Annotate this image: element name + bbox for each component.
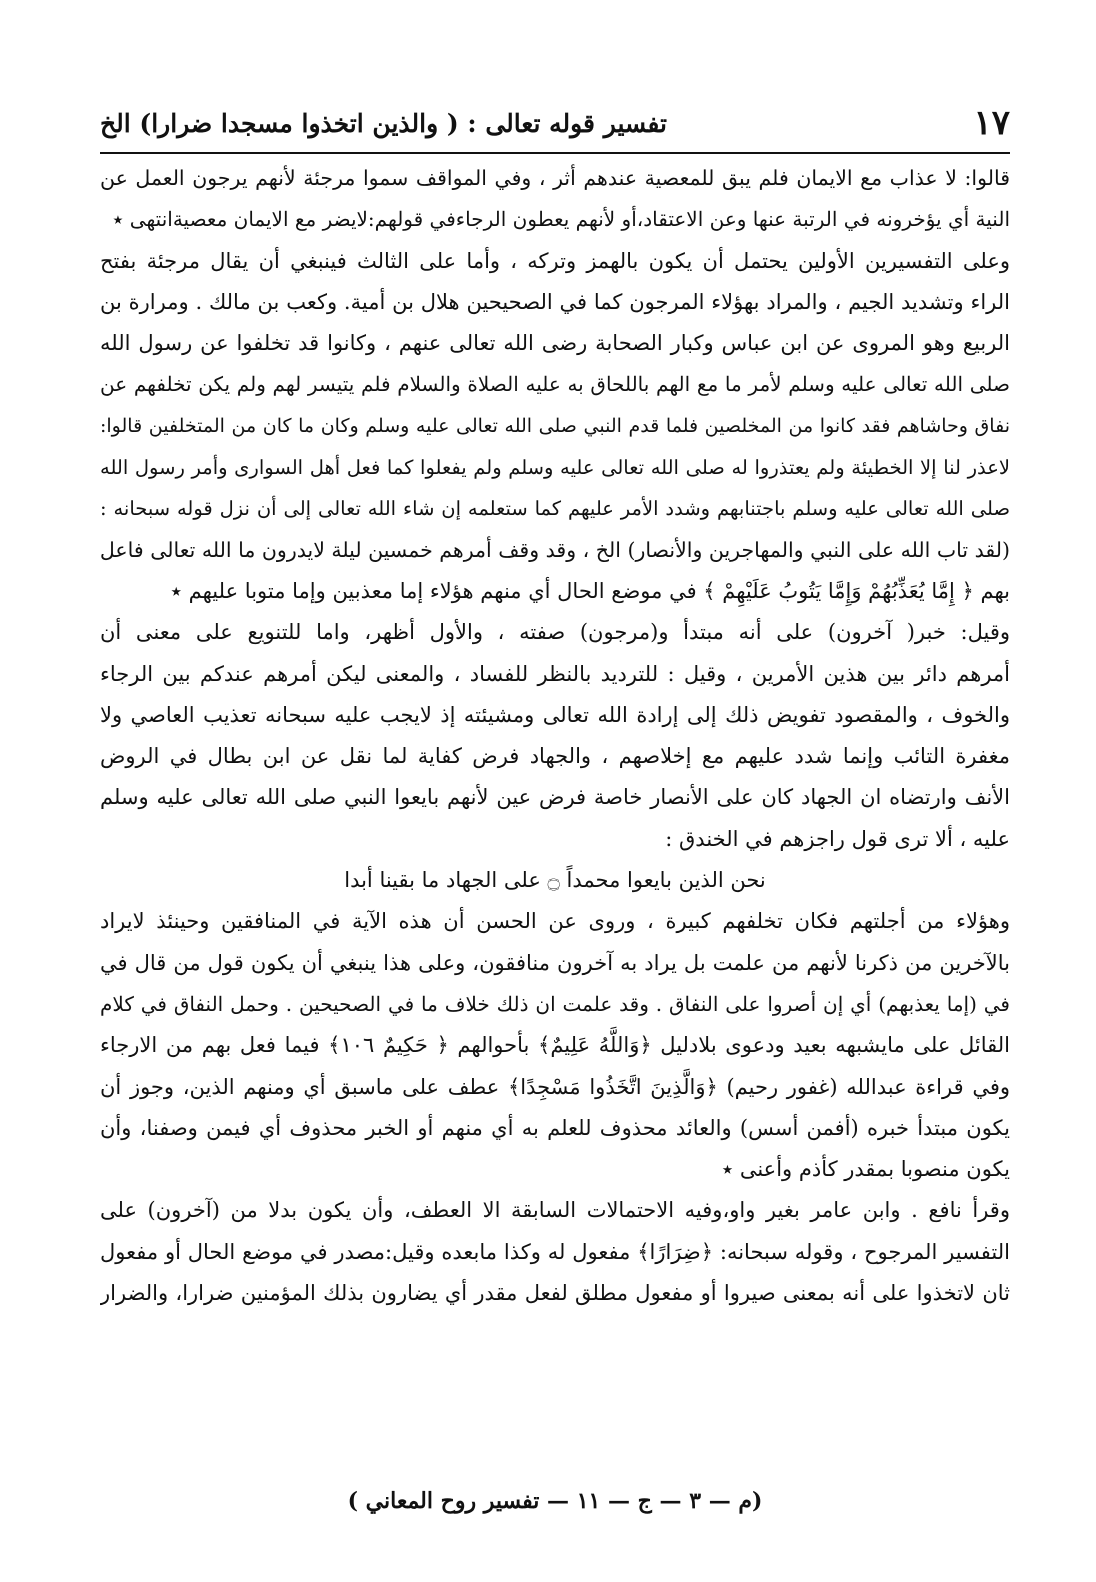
footer-signature: (م — ٣ — ج — ١١ — تفسير روح المعاني ) [347,1488,763,1514]
text-line: ثان لاتخذوا على أنه بمعنى صيروا أو مفعول مطلق لفعل مقدر أي يضارون بذلك المؤمنين ضرارا، والضرار [100,1281,1010,1306]
text-line: الربيع وهو المروى عن ابن عباس وكبار الصحابة رضى الله تعالى عنهم ، وكانوا قد تخلفوا عن رسول الله [100,331,1010,356]
text-line: نفاق وحاشاهم فقد كانوا من المخلصين فلما قدم النبي صلى الله تعالى عليه وسلم وكان ما كان من المتخلفين قالوا: [100,414,1010,437]
text-line: بالآخرين من ذكرنا لأنهم من علمت بل يراد به آخرون منافقون، وعلى هذا ينبغي أن يكون قول من قال في [100,950,1010,975]
header-rule [100,152,1010,154]
poem-verse: نحن الذين بايعوا محمداً ۝ على الجهاد ما بقينا أبدا [344,868,766,893]
text-line: صلى الله تعالى عليه وسلم لأمر ما مع الهم باللحاق به عليه الصلاة والسلام فلم يتيسر لهم ولم يكن تخلفهم عن [100,372,1010,397]
text-line: الراء وتشديد الجيم ، والمراد بهؤلاء المرجون كما في الصحيحين هلال بن أمية. وكعب بن مالك . ومرارة بن [100,289,1010,314]
text-line: مغفرة التائب وإنما شدد عليهم مع إخلاصهم ، والجهاد فرض كفاية لما نقل عن ابن بطال في الروض [100,744,1010,769]
text-line: في (إما يعذبهم) أي إن أصروا على النفاق . وقد علمت ان ذلك خلاف ما في الصحيحين . وحمل النفاق في كلام [100,991,1010,1016]
page-number: ١٧ [973,103,1010,143]
text-line: وهؤلاء من أجلتهم فكان تخلفهم كبيرة ، وروى عن الحسن أن هذه الآية في المنافقين وحينئذ لايراد [100,909,1010,934]
text-line: يكون مبتدأ خبره (أفمن أسس) والعائد محذوف للعلم به أي منهم أو الخبر محذوف أي فيمن وصفنا، وأن [100,1115,1010,1140]
text-line: الأنف وارتضاه ان الجهاد كان على الأنصار خاصة فرض عين لأنهم بايعوا النبي صلى الله تعالى عليه وسلم [100,785,1010,810]
running-title: تفسير قوله تعالى : ( والذين اتخذوا مسجدا ضرارا) الخ [100,108,667,138]
text-line: صلى الله تعالى عليه وسلم باجتنابهم وشدد الأمر عليهم كما ستعلمه إن شاء الله تعالى إلى أن نزل قوله سبحانه : [100,497,1010,521]
page-header [100,96,1010,150]
text-line: (لقد تاب الله على النبي والمهاجرين والأنصار) الخ ، وقد وقف أمرهم خمسين ليلة لايدرون ما الله تعالى فاعل [100,537,1010,562]
text-line: النية أي يؤخرونه في الرتبة عنها وعن الاعتقاد،أو لأنهم يعطون الرجاءفي قولهم:لايضر مع الايمان معصيةانتهى ٭ [112,207,1010,232]
text-line: أمرهم دائر بين هذين الأمرين ، وقيل : للترديد بالنظر للفساد ، والمعنى ليكن أمرهم عندكم بين الرجاء [100,661,1010,686]
text-line: بهم ﴿ إِمَّا يُعَذِّبُهُمْ وَإِمَّا يَتُوبُ عَلَيْهِمْ ﴾ في موضع الحال أي منهم هؤلاء إما معذبين وإما متوبا عليهم ٭ [170,578,1010,603]
text-line: وعلى التفسيرين الأولين يحتمل أن يكون بالهمز وتركه ، وأما على الثالث فينبغي أن يقال مرجئة بفتح [100,248,1010,273]
text-line: عليه ، ألا ترى قول راجزهم في الخندق : [665,826,1010,851]
text-line: القائل على مايشبهه بعيد ودعوى بلادليل ﴿وَاللَّهُ عَلِيمٌ﴾ بأحوالهم ﴿ حَكِيمٌ ١٠٦﴾ فيما فعل بهم من الارجاء [100,1033,1010,1058]
text-line: والخوف ، والمقصود تفويض ذلك إلى إرادة الله تعالى ومشيئته إذ لايجب عليه سبحانه تعذيب العاصي ولا [100,702,1010,727]
text-line: التفسير المرجوح ، وقوله سبحانه: ﴿ضِرَارًا﴾ مفعول له وكذا مابعده وقيل:مصدر في موضع الحال أو مفعول [100,1239,1010,1264]
text-line: وقرأ نافع . وابن عامر بغير واو،وفيه الاحتمالات السابقة الا العطف، وأن يكون بدلا من (آخرون) على [100,1198,1010,1223]
text-line: لاعذر لنا إلا الخطيئة ولم يعتذروا له صلى الله تعالى عليه وسلم ولم يفعلوا كما فعل أهل السوارى وأمر رسول الله [100,456,1010,480]
text-line: قالوا: لا عذاب مع الايمان فلم يبق للمعصية عندهم أثر ، وفي المواقف سموا مرجئة لأنهم يرجون العمل عن [100,166,1010,190]
text-line: وفي قراءة عبدالله (غفور رحيم) ﴿وَالَّذِينَ اتَّخَذُوا مَسْجِدًا﴾ عطف على ماسبق أي ومنهم الذين، وجوز أن [100,1074,1010,1099]
text-line: يكون منصوبا بمقدر كأذم وأعنى ٭ [721,1157,1010,1182]
text-line: وقيل: خبر( آخرون) على أنه مبتدأ و(مرجون) صفته ، والأول أظهر، واما للتنويع على معنى أن [100,620,1010,645]
body-text [100,158,1010,1314]
